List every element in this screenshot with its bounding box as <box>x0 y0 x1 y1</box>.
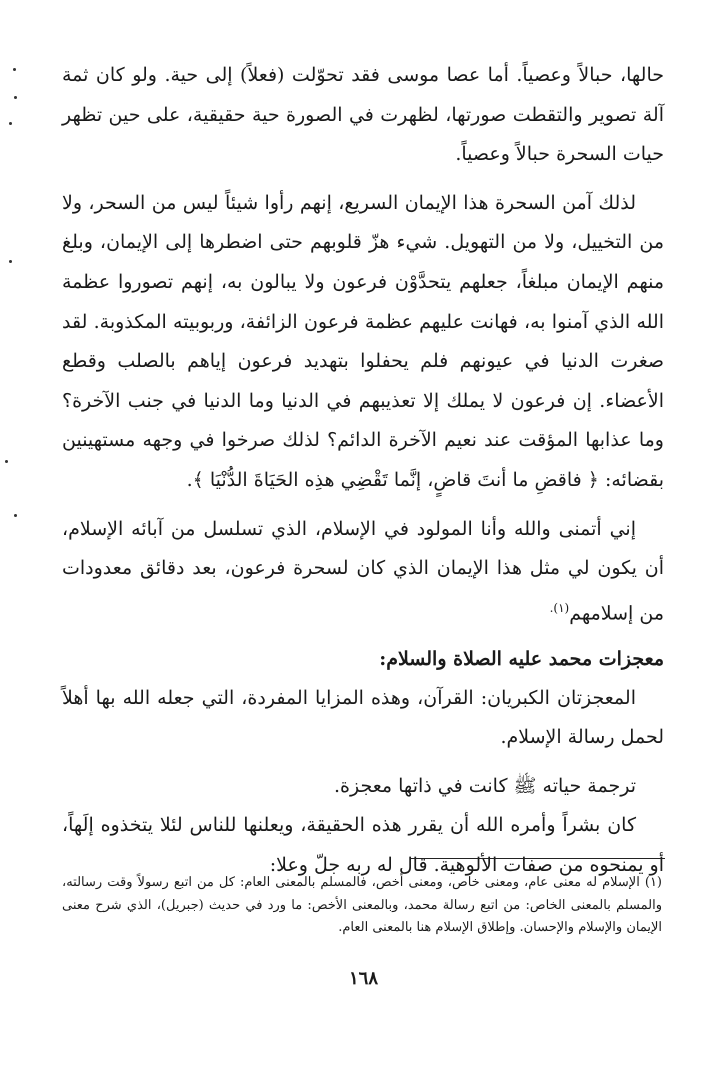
margin-mark <box>14 96 17 99</box>
margin-mark <box>5 460 8 463</box>
section-heading: معجزات محمد عليه الصلاة والسلام: <box>379 647 664 670</box>
paragraph-5: ترجمة حياته ﷺ كانت في ذاتها معجزة. <box>334 774 636 797</box>
paragraph-1: حالها، حبالاً وعصياً. أما عصا موسى فقد تحوّلت (فعلاً) إلى حية. ولو كان ثمة آلة تصوير والتقطت صورتها، لظهرت في الصورة حية حقيقية، على حين تظهر حيات السحرة حبالاً وعصياً. <box>62 64 664 166</box>
footnote-separator <box>410 858 665 859</box>
margin-mark <box>9 260 12 263</box>
paragraph-3-text: إني أتمنى والله وأنا المولود في الإسلام، الذي تسلسل من آبائه الإسلام، أن يكون لي مثل هذا الإيمان الذي كان لسحرة فرعون، بعد دقائق معدودات من إسلامهم <box>62 517 664 625</box>
margin-mark <box>14 514 17 517</box>
page-body <box>62 56 664 886</box>
footnote-ref: (١). <box>549 600 570 615</box>
quran-verse: ﴿ فاقضِ ما أنتَ قاضٍ، إنَّما تَقْضِي هذِه الحَيَاةَ الدُّنْيَا ﴾. <box>186 468 599 491</box>
paragraph-3 <box>62 510 664 634</box>
paragraph-6: كان بشراً وأمره الله أن يقرر هذه الحقيقة، ويعلنها للناس لئلا يتخذوه إلَهاً، أو يمنحوه من صفات الألوهية. قال له ربه جلّ وعلا: <box>62 814 664 877</box>
margin-mark <box>13 68 16 71</box>
margin-mark <box>9 122 12 125</box>
paragraph-4: المعجزتان الكبريان: القرآن، وهذه المزايا المفردة، التي جعله الله بها أهلاً لحمل رسالة الإسلام. <box>62 686 664 749</box>
footnote: (١) الإسلام له معنى عام، ومعنى خاص، ومعنى أخص، فالمسلم بالمعنى العام: كل من اتبع رسولاً وقت رسالته، والمسلم بالمعنى الخاص: من اتبع رسالة محمد، وبالمعنى الأخص: ما ورد في حديث (جبريل)، الذي شرح معنى الإيمان والإسلام والإحسان. وإطلاق الإسلام هنا بالمعنى العام. <box>62 875 662 935</box>
page-number: ١٦٨ <box>348 968 378 989</box>
paragraph-2-text: لذلك آمن السحرة هذا الإيمان السريع، إنهم رأوا شيئاً ليس من السحر، ولا من التخييل، ولا من التهويل. شيء هزّ قلوبهم حتى اضطرها إلى الإيمان، وبلغ منهم الإيمان مبلغاً، جعلهم يتحدَّوْن فرعون ولا يبالون به، إنهم تصوروا عظمة الله الذي آمنوا به، فهانت عليهم عظمة فرعون الزائفة، وربوبيته المكذوبة. لقد صغرت الدنيا في عيونهم فلم يحفلوا بتهديد فرعون إياهم بالصلب وقطع الأعضاء. إن فرعون لا يملك إلا تعذيبهم في الدنيا وما الدنيا في جنب الآخرة؟ وما عذابها المؤقت عند نعيم الآخرة الدائم؟ لذلك صرخوا في وجهه مستهينين بقضائه: <box>62 191 664 491</box>
paragraph-2 <box>62 184 664 501</box>
